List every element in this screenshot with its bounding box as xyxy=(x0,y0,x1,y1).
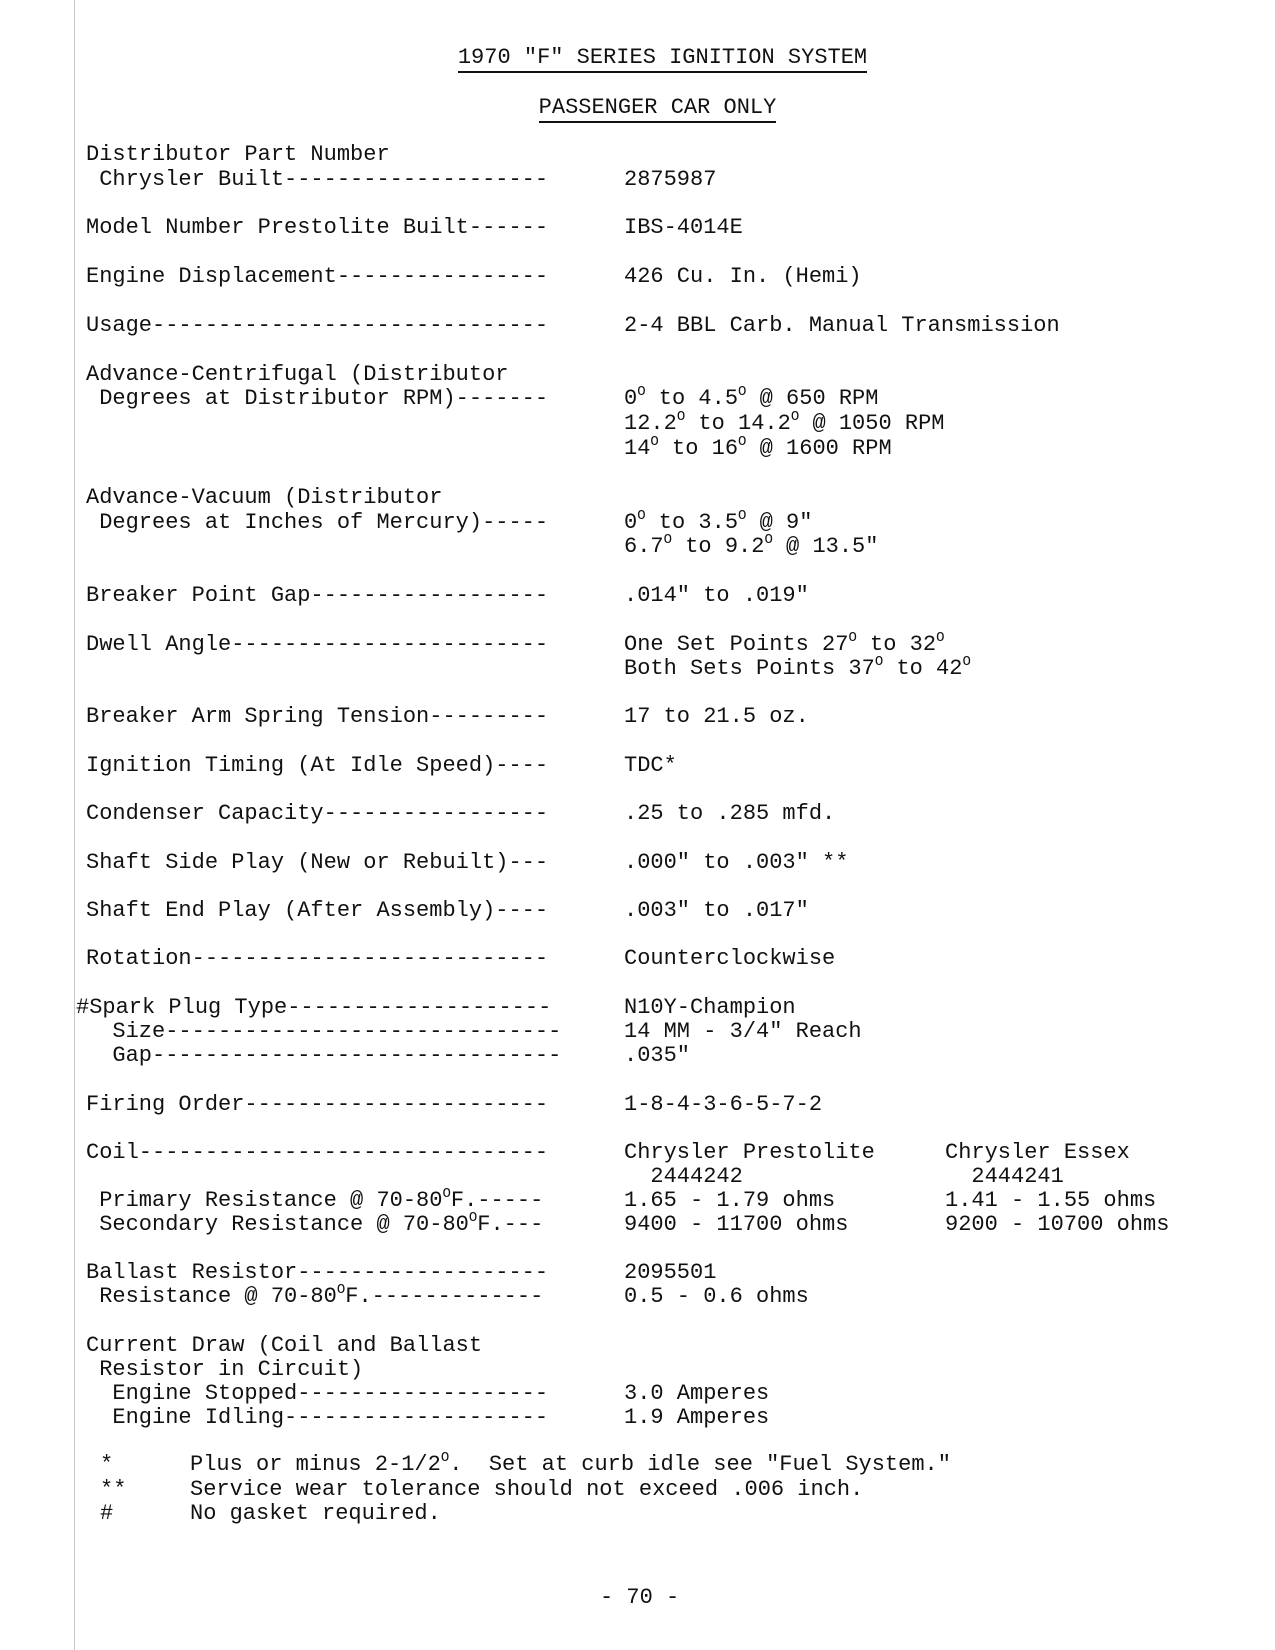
condenser-capacity-value: .25 to .285 mfd. xyxy=(624,801,836,826)
secondary-resistance-essex: 9200 - 10700 ohms xyxy=(945,1212,1170,1237)
page-title: 1970 "F" SERIES IGNITION SYSTEM xyxy=(0,45,1275,73)
spark-plug-size-value: 14 MM - 3/4" Reach xyxy=(624,1019,862,1044)
engine-displacement-value: 426 Cu. In. (Hemi) xyxy=(624,264,862,289)
spark-plug-gap-label: Gap------------------------------- xyxy=(86,1043,562,1068)
engine-idling-value: 1.9 Amperes xyxy=(624,1405,770,1430)
advance-vacuum-value-1: $0^O$ to $3.5^O$ @ 9" xyxy=(624,508,813,535)
current-draw-heading-1: Current Draw (Coil and Ballast xyxy=(86,1333,483,1358)
coil-label: Coil------------------------------- xyxy=(86,1140,549,1165)
shaft-side-play-value: .000" to .003" ** xyxy=(624,850,849,875)
model-number-label: Model Number Prestolite Built------ xyxy=(86,215,549,240)
scan-edge-line xyxy=(74,0,75,1650)
page-number: - 70 - xyxy=(600,1585,680,1610)
ballast-resistor-label: Ballast Resistor------------------- xyxy=(86,1260,549,1285)
page-subtitle: PASSENGER CAR ONLY xyxy=(0,95,1275,123)
footnote-text: Service wear tolerance should not exceed .006 inch. xyxy=(190,1477,864,1502)
spark-plug-size-label: Size------------------------------ xyxy=(86,1019,562,1044)
ignition-timing-label: Ignition Timing (At Idle Speed)---- xyxy=(86,753,549,778)
shaft-end-play-label: Shaft End Play (After Assembly)---- xyxy=(86,898,549,923)
coil-prestolite-part-number: 2444242 xyxy=(624,1164,743,1189)
advance-centrifugal-heading: Advance-Centrifugal (Distributor xyxy=(86,362,509,387)
current-draw-heading-2: Resistor in Circuit) xyxy=(86,1357,364,1382)
secondary-resistance-label: Secondary Resistance @ $70-80^OF.---$ xyxy=(86,1210,544,1237)
secondary-resistance-prestolite: 9400 - 11700 ohms xyxy=(624,1212,849,1237)
coil-essex-part-number: 2444241 xyxy=(945,1164,1064,1189)
footnote-mark: ** xyxy=(100,1477,127,1502)
engine-idling-label: Engine Idling-------------------- xyxy=(86,1405,549,1430)
usage-label: Usage------------------------------ xyxy=(86,313,549,338)
engine-stopped-value: 3.0 Amperes xyxy=(624,1381,770,1406)
footnote-mark: * xyxy=(100,1452,114,1477)
spring-tension-label: Breaker Arm Spring Tension--------- xyxy=(86,704,549,729)
spark-plug-type-label: #Spark Plug Type-------------------- xyxy=(76,995,552,1020)
coil-essex-header: Chrysler Essex xyxy=(945,1140,1130,1165)
advance-vacuum-heading: Advance-Vacuum (Distributor xyxy=(86,485,443,510)
ballast-resistance-label: Resistance @ $70-80^OF.-------------$ xyxy=(86,1282,544,1309)
firing-order-label: Firing Order----------------------- xyxy=(86,1092,549,1117)
shaft-side-play-label: Shaft Side Play (New or Rebuilt)--- xyxy=(86,850,549,875)
primary-resistance-label: Primary Resistance @ $70-80^OF.-----$ xyxy=(86,1186,544,1213)
ballast-resistor-value: 2095501 xyxy=(624,1260,717,1285)
dwell-angle-label: Dwell Angle------------------------ xyxy=(86,632,549,657)
advance-vacuum-label: Degrees at Inches of Mercury)----- xyxy=(86,510,549,535)
footnote-mark: # xyxy=(100,1501,114,1526)
breaker-point-gap-value: .014" to .019" xyxy=(624,583,809,608)
firing-order-value: 1-8-4-3-6-5-7-2 xyxy=(624,1092,823,1117)
primary-resistance-prestolite: 1.65 - 1.79 ohms xyxy=(624,1188,836,1213)
advance-centrifugal-value-2: $12.2^O$ to $14.2^O$ @ 1050 RPM xyxy=(624,409,945,436)
ignition-timing-value: TDC* xyxy=(624,753,677,778)
usage-value: 2-4 BBL Carb. Manual Transmission xyxy=(624,313,1060,338)
shaft-end-play-value: .003" to .017" xyxy=(624,898,809,923)
advance-vacuum-value-2: $6.7^O$ to $9.2^O$ @ 13.5" xyxy=(624,532,879,559)
breaker-point-gap-label: Breaker Point Gap------------------ xyxy=(86,583,549,608)
engine-stopped-label: Engine Stopped------------------- xyxy=(86,1381,549,1406)
engine-displacement-label: Engine Displacement---------------- xyxy=(86,264,549,289)
chrysler-built-value: 2875987 xyxy=(624,167,717,192)
footnote-text: No gasket required. xyxy=(190,1501,441,1526)
primary-resistance-essex: 1.41 - 1.55 ohms xyxy=(945,1188,1157,1213)
ballast-resistance-value: 0.5 - 0.6 ohms xyxy=(624,1284,809,1309)
footnote-text: Plus or minus $2-1/2^O$. Set at curb idle see "Fuel System." xyxy=(190,1450,951,1477)
distributor-heading: Distributor Part Number xyxy=(86,142,390,167)
spark-plug-type-value: N10Y-Champion xyxy=(624,995,796,1020)
coil-prestolite-header: Chrysler Prestolite xyxy=(624,1140,875,1165)
advance-centrifugal-value-3: $14^O$ to $16^O$ @ 1600 RPM xyxy=(624,434,892,461)
rotation-value: Counterclockwise xyxy=(624,946,836,971)
chrysler-built-label: Chrysler Built-------------------- xyxy=(86,167,549,192)
spring-tension-value: 17 to 21.5 oz. xyxy=(624,704,809,729)
spark-plug-gap-value: .035" xyxy=(624,1043,691,1068)
dwell-angle-value-2: Both Sets Points $37^O$ to $42^O$ xyxy=(624,654,971,681)
dwell-angle-value-1: One Set Points $27^O$ to $32^O$ xyxy=(624,630,945,657)
advance-centrifugal-value-1: $0^O$ to $4.5^O$ @ 650 RPM xyxy=(624,384,879,411)
rotation-label: Rotation--------------------------- xyxy=(86,946,549,971)
model-number-value: IBS-4014E xyxy=(624,215,743,240)
advance-centrifugal-label: Degrees at Distributor RPM)------- xyxy=(86,386,549,411)
condenser-capacity-label: Condenser Capacity----------------- xyxy=(86,801,549,826)
